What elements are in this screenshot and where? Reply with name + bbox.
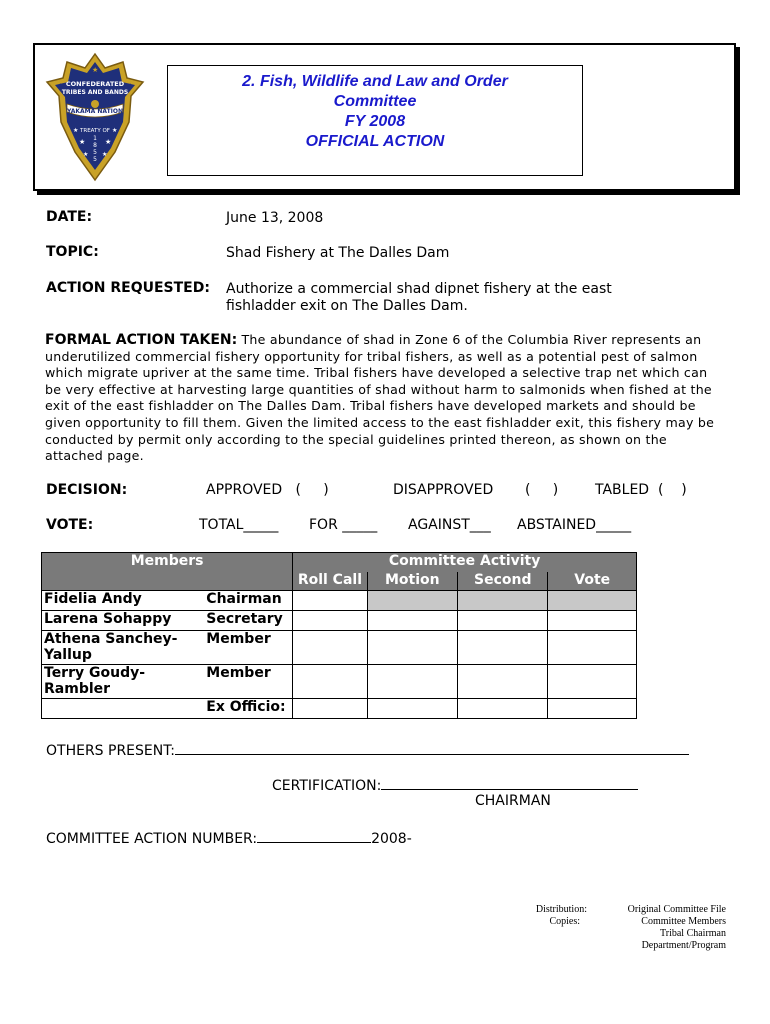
member-name: Larena Sohappy [42,611,205,631]
committee-activity-header: Committee Activity [293,553,637,572]
vote-for[interactable]: FOR _____ [309,517,378,533]
svg-text:TREATY OF: TREATY OF [80,128,110,134]
table-row [42,699,637,719]
member-role: Member [204,665,292,699]
copies-list [600,904,726,952]
formal-action-label: FORMAL ACTION TAKEN: [45,332,238,348]
vote-label: VOTE: [46,517,94,533]
svg-text:YAKAMA NATION: YAKAMA NATION [66,108,124,115]
decision-label: DECISION: [46,482,128,498]
member-name: Terry Goudy-Rambler [42,665,205,699]
svg-text:CONFEDERATED: CONFEDERATED [65,80,125,88]
vote-abstained[interactable]: ABSTAINED_____ [517,517,632,533]
motion-cell[interactable] [367,699,457,719]
svg-text:5: 5 [93,156,97,163]
col-motion: Motion [367,572,457,591]
copy-item: Tribal Chairman [659,928,726,939]
action-requested-line-2: fishladder exit on The Dalles Dam. [226,298,468,314]
col-second: Second [458,572,548,591]
vote-cell[interactable] [548,665,637,699]
vote-cell[interactable] [548,699,637,719]
svg-text:★: ★ [92,66,99,74]
col-vote: Vote [548,572,637,591]
table-row [42,631,637,665]
date-label: DATE: [46,209,93,225]
roll-call-cell[interactable] [293,591,367,611]
svg-text:★: ★ [112,127,118,134]
svg-text:★: ★ [79,138,86,146]
certification-signature-field[interactable] [381,775,638,790]
others-present-row [46,740,689,759]
vote-cell[interactable] [548,591,637,611]
member-role: Member [204,631,292,665]
svg-text:8: 8 [93,142,97,149]
table-row [42,611,637,631]
disapproved-checkbox[interactable]: ( ) [525,482,559,498]
svg-text:5: 5 [93,149,97,156]
second-cell[interactable] [458,699,548,719]
vote-cell[interactable] [548,611,637,631]
tribal-seal-logo [45,52,145,182]
svg-text:TRIBES AND BANDS: TRIBES AND BANDS [61,89,129,96]
distribution-labels [520,904,587,928]
distribution-label: Distribution: [535,904,587,915]
action-number-field[interactable] [257,828,371,843]
roll-call-cell[interactable] [293,611,367,631]
member-name: Fidelia Andy [42,591,205,611]
table-row [42,665,637,699]
svg-text:★: ★ [57,82,64,90]
date-value: June 13, 2008 [226,210,324,226]
svg-text:★: ★ [127,82,134,90]
formal-action-paragraph [45,332,725,465]
col-roll-call: Roll Call [293,572,367,591]
roll-call-cell[interactable] [293,699,367,719]
second-cell[interactable] [458,631,548,665]
vote-cell[interactable] [548,631,637,665]
member-role: Ex Officio: [204,699,292,719]
svg-text:★: ★ [73,127,79,134]
title-line-4: OFFICIAL ACTION [305,133,445,150]
svg-text:★: ★ [105,138,112,146]
action-requested-line-1: Authorize a commercial shad dipnet fishery at the east [226,281,612,297]
action-number-suffix: 2008- [371,831,412,847]
second-cell[interactable] [458,665,548,699]
approved-option[interactable]: APPROVED ( ) [206,482,329,498]
members-header: Members [42,553,293,572]
roll-call-cell[interactable] [293,665,367,699]
members-header-spacer [42,572,293,591]
member-name: Athena Sanchey-Yallup [42,631,205,665]
topic-label: TOPIC: [46,244,99,260]
vote-against[interactable]: AGAINST___ [408,517,491,533]
copy-item: Department/Program [641,940,726,951]
member-name [42,699,205,719]
certification-label: CERTIFICATION: [272,778,382,794]
title-line-3: FY 2008 [344,113,406,130]
chairman-label: CHAIRMAN [475,793,551,809]
action-number-row [46,828,412,847]
others-present-field[interactable] [175,740,689,755]
formal-action-text: The abundance of shad in Zone 6 of the Columbia River represents an underutilized commercial fishery opportunity for tribal fishers, as well as a potential pest of salmon which migrate upriver at the same time. Tribal fishers have developed a selective trap net which can be very effective at harvesting large quantities of shad without harm to salmonids when fished at the exit of the east fishladder on The Dalles Dam. Tribal fishers have developed markets and should be given opportunity to fill them. Given the limited access to the east fishladder exit, this fishery may be conducted by permit only according to the special guidelines printed thereon, as shown on the attached page. [45,332,715,464]
members-table [41,552,637,719]
motion-cell[interactable] [367,611,457,631]
second-cell[interactable] [458,611,548,631]
roll-call-cell[interactable] [293,631,367,665]
copy-item: Committee Members [641,916,726,927]
table-row [42,591,637,611]
title-line-1: 2. Fish, Wildlife and Law and Order [242,73,508,90]
motion-cell[interactable] [367,591,457,611]
topic-value: Shad Fishery at The Dalles Dam [226,245,450,261]
title-line-2: Committee [333,93,417,110]
member-role: Chairman [204,591,292,611]
title-box [167,65,583,176]
svg-text:★: ★ [83,151,89,158]
copy-item: Original Committee File [627,904,726,915]
svg-text:1: 1 [93,135,97,142]
others-present-label: OTHERS PRESENT: [46,743,175,759]
motion-cell[interactable] [367,665,457,699]
vote-total[interactable]: TOTAL_____ [199,517,279,533]
copies-label: Copies: [549,916,580,927]
certification-row [272,775,638,794]
action-requested-label: ACTION REQUESTED: [46,280,210,296]
motion-cell[interactable] [367,631,457,665]
disapproved-option[interactable]: DISAPPROVED [393,482,494,498]
tabled-option[interactable]: TABLED ( ) [595,482,687,498]
svg-text:★: ★ [102,151,108,158]
action-number-label: COMMITTEE ACTION NUMBER: [46,831,258,847]
second-cell[interactable] [458,591,548,611]
member-role: Secretary [204,611,292,631]
